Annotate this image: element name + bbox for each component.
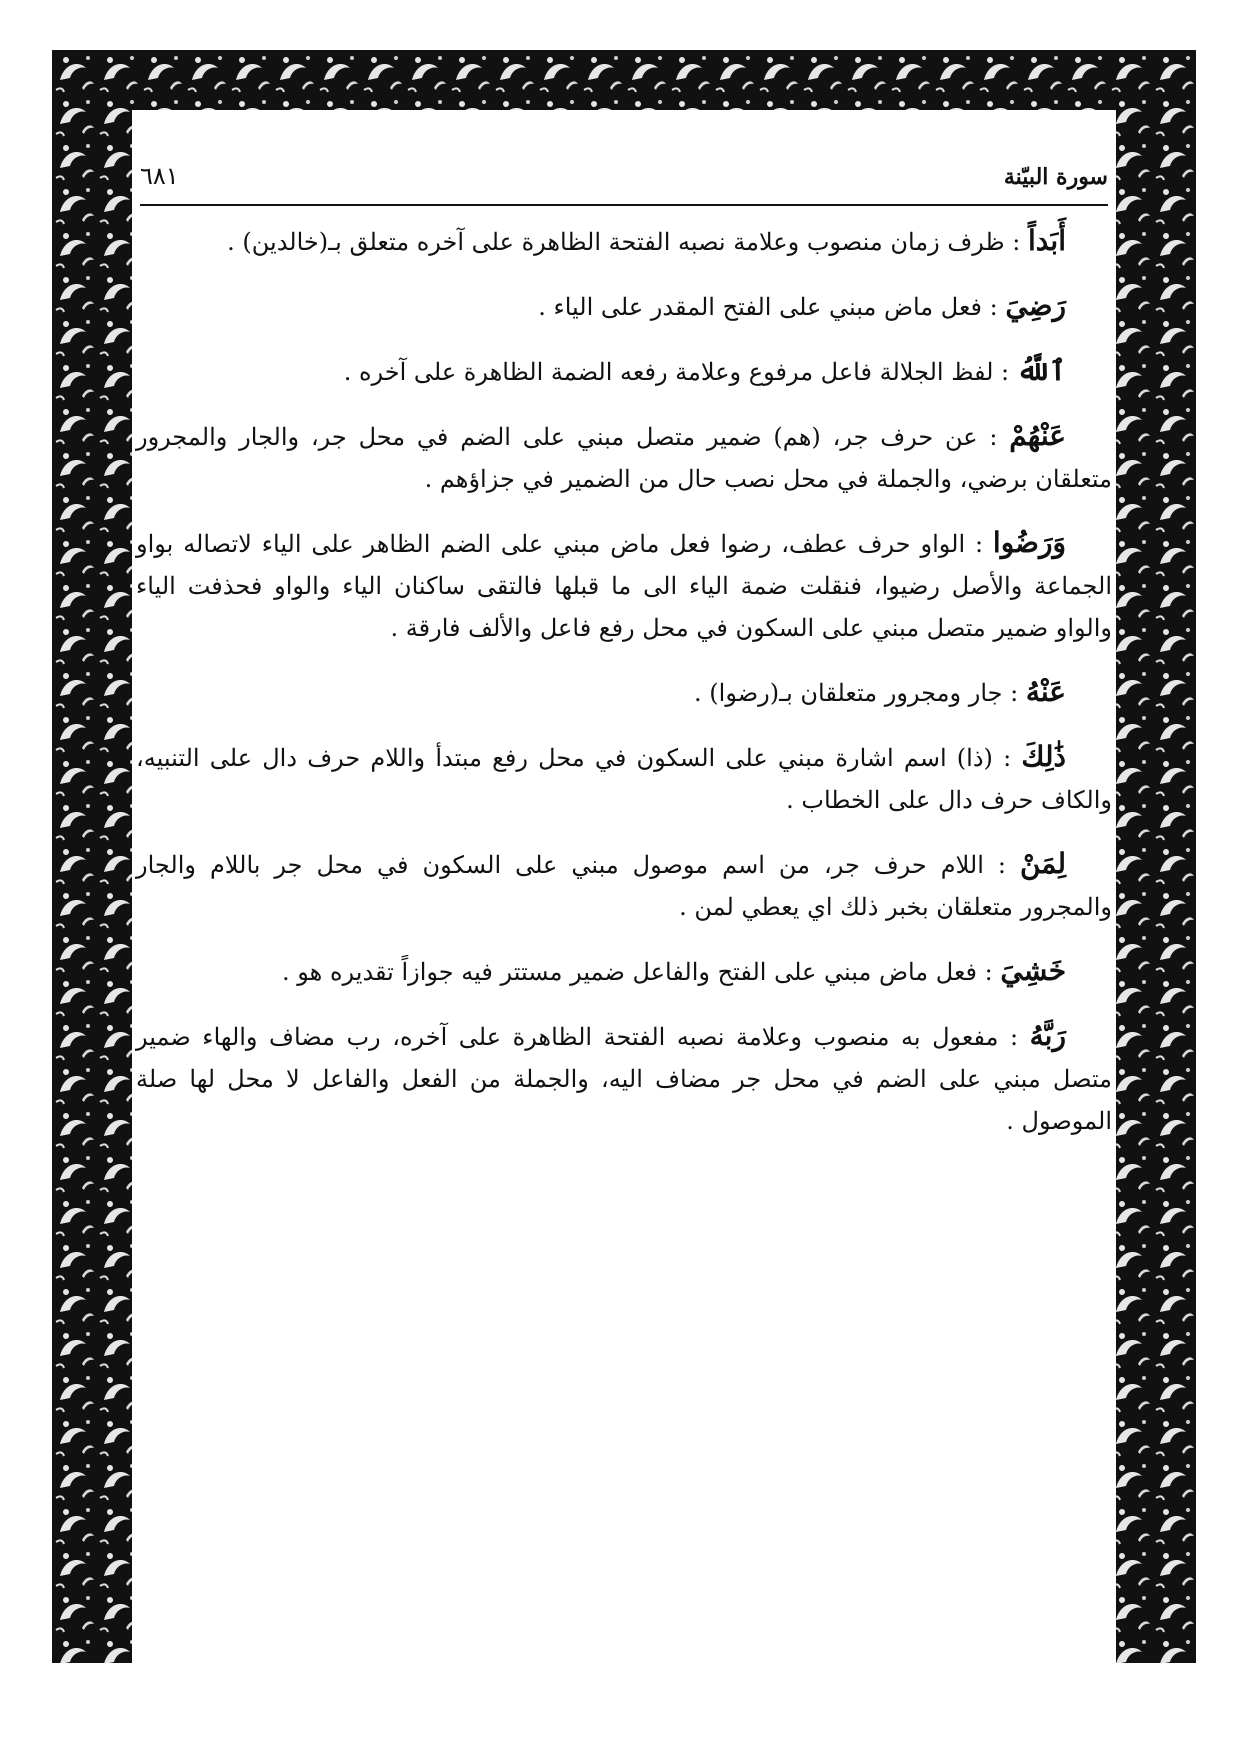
entry-paragraph xyxy=(136,415,1112,500)
entry-term: خَشِيَ xyxy=(1000,954,1066,987)
entry-term: رَضِيَ xyxy=(1005,289,1066,322)
entry-paragraph xyxy=(136,350,1112,393)
entry-paragraph xyxy=(136,285,1112,328)
page-number: ٦٨١ xyxy=(140,162,179,190)
entry-paragraph xyxy=(136,843,1112,928)
entry-text: : عن حرف جر، (هم) ضمير متصل مبني على الضم في محل جر، والجار والمجرور متعلقان برضي، والجملة في محل نصب حال من الضمير في جزاؤهم . xyxy=(136,423,1112,493)
page-body xyxy=(132,110,1116,1663)
entry-text: : اللام حرف جر، من اسم موصول مبني على السكون في محل جر باللام والجار والمجرور متعلقان بخبر ذلك اي يعطي لمن . xyxy=(136,851,1112,921)
entry-term: وَرَضُوا xyxy=(992,526,1066,559)
entry-term: لِمَنْ xyxy=(1019,847,1066,880)
surah-title: سورة البيّنة xyxy=(1003,164,1108,190)
entry-text: : ظرف زمان منصوب وعلامة نصبه الفتحة الظاهرة على آخره متعلق بـ(خالدين) . xyxy=(227,228,1021,256)
ornamental-border xyxy=(52,50,1196,1663)
entry-term: أَبَداً xyxy=(1027,224,1066,257)
entry-paragraph xyxy=(136,950,1112,993)
entry-text: : فعل ماض مبني على الفتح والفاعل ضمير مستتر فيه جوازاً تقديره هو . xyxy=(282,958,993,986)
entry-term: رَبَّهُ xyxy=(1029,1019,1066,1052)
entry-paragraph xyxy=(136,220,1112,263)
page-header xyxy=(140,160,1108,206)
entry-term: عَنْهُمْ xyxy=(1009,419,1066,452)
entry-paragraph xyxy=(136,1015,1112,1142)
entry-term: ذَٰلِكَ xyxy=(1021,740,1066,773)
entry-paragraph xyxy=(136,522,1112,649)
entry-text: : لفظ الجلالة فاعل مرفوع وعلامة رفعه الضمة الظاهرة على آخره . xyxy=(343,358,1010,386)
entry-text: : جار ومجرور متعلقان بـ(رضوا) . xyxy=(694,679,1019,707)
grammar-text xyxy=(136,220,1112,1164)
entry-text: : مفعول به منصوب وعلامة نصبه الفتحة الظاهرة على آخره، رب مضاف والهاء ضمير متصل مبني على الضم في محل جر مضاف اليه، والجملة من الفعل والفاعل لا محل لها صلة الموصول . xyxy=(136,1023,1112,1135)
entry-paragraph xyxy=(136,671,1112,714)
entry-text: : (ذا) اسم اشارة مبني على السكون في محل رفع مبتدأ واللام حرف دال على التنبيه، والكاف حرف دال على الخطاب . xyxy=(136,744,1112,814)
entry-term: ٱللَّهُ xyxy=(1016,354,1066,387)
entry-text: : فعل ماض مبني على الفتح المقدر على الياء . xyxy=(538,293,998,321)
entry-text: : الواو حرف عطف، رضوا فعل ماض مبني على الضم الظاهر على الياء لاتصاله بواو الجماعة والأصل رضيوا، فنقلت ضمة الياء الى ما قبلها فالتقى ساكنان الياء والواو فحذفت الياء والواو ضمير متصل مبني على السكون في محل رفع فاعل والألف فارقة . xyxy=(136,530,1112,642)
entry-paragraph xyxy=(136,736,1112,821)
entry-term: عَنْهُ xyxy=(1025,675,1066,708)
